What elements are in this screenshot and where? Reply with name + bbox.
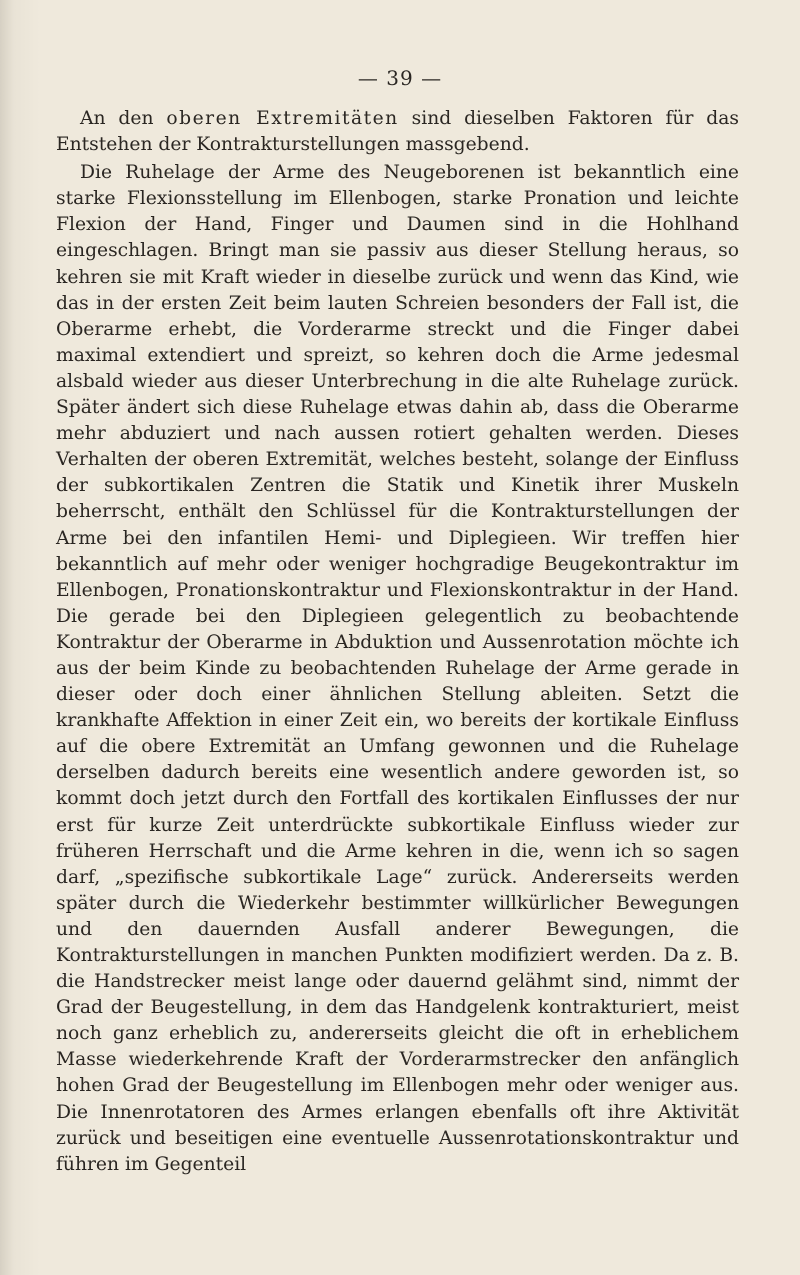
paragraph-1-emphasis: oberen Extremitäten (166, 108, 399, 129)
paragraph-1-lead: An den (80, 108, 167, 129)
page-number: — 39 — (357, 66, 443, 90)
paragraph-1 (56, 106, 739, 158)
paragraph-2: Die Ruhelage der Arme des Neugeborenen ist bekanntlich eine starke Flexionsstellung im Ellenbogen, starke Pronation und leichte Flexion der Hand, Finger und Daumen sind in die Hohlhand eingeschlagen. Bringt man sie passiv aus dieser Stellung heraus, so kehren sie mit Kraft wieder in dieselbe zurück und wenn das Kind, wie das in der ersten Zeit beim lauten Schreien besonders der Fall ist, die Oberarme erhebt, die Vorderarme streckt und die Finger dabei maximal extendiert und spreizt, so kehren doch die Arme jedesmal alsbald wieder aus dieser Unterbrechung in die alte Ruhelage zurück. Später ändert sich diese Ruhelage etwas dahin ab, dass die Oberarme mehr abduziert und nach aussen rotiert gehalten werden. Dieses Verhalten der oberen Extremität, welches besteht, solange der Einfluss der subkortikalen Zentren die Statik und Kinetik ihrer Muskeln beherrscht, enthält den Schlüssel für die Kontrakturstellungen der Arme bei den infantilen Hemi- und Diplegieen. Wir treffen hier bekanntlich auf mehr oder weniger hochgradige Beugekontraktur im Ellenbogen, Pronationskontraktur und Flexionskontraktur in der Hand. Die gerade bei den Diplegieen gelegentlich zu beobachtende Kontraktur der Oberarme in Abduktion und Aussenrotation möchte ich aus der beim Kinde zu beobachtenden Ruhelage der Arme gerade in dieser oder doch einer ähnlichen Stellung ableiten. Setzt die krankhafte Affektion in einer Zeit ein, wo bereits der kortikale Einfluss auf die obere Extremität an Umfang gewonnen und die Ruhelage derselben dadurch bereits eine wesentlich andere geworden ist, so kommt doch jetzt durch den Fortfall des kortikalen Einflusses der nur erst für kurze Zeit unterdrückte subkortikale Einfluss wieder zur früheren Herrschaft und die Arme kehren in die, wenn ich so sagen darf, „spezifische subkortikale Lage“ zurück. Andererseits werden später durch die Wiederkehr bestimmter willkürlicher Bewegungen und den dauernden Ausfall anderer Bewegungen, die Kontrakturstellungen in manchen Punkten modifiziert werden. Da z. B. die Handstrecker meist lange oder dauernd gelähmt sind, nimmt der Grad der Beugestellung, in dem das Handgelenk kontrakturiert, meist noch ganz erheblich zu, andererseits gleicht die oft in erheblichem Masse wiederkehrende Kraft der Vorderarmstrecker den anfänglich hohen Grad der Beugestellung im Ellenbogen mehr oder weniger aus. Die Innenrotatoren des Armes erlangen ebenfalls oft ihre Aktivität zurück und beseitigen eine eventuelle Aussenrotationskontraktur und führen im Gegenteil (56, 162, 739, 1175)
paragraph-1-rest: sind dieselben Faktoren für das Entstehen der Kontrakturstellungen massgebend. (56, 108, 739, 156)
body-text (56, 106, 739, 1180)
